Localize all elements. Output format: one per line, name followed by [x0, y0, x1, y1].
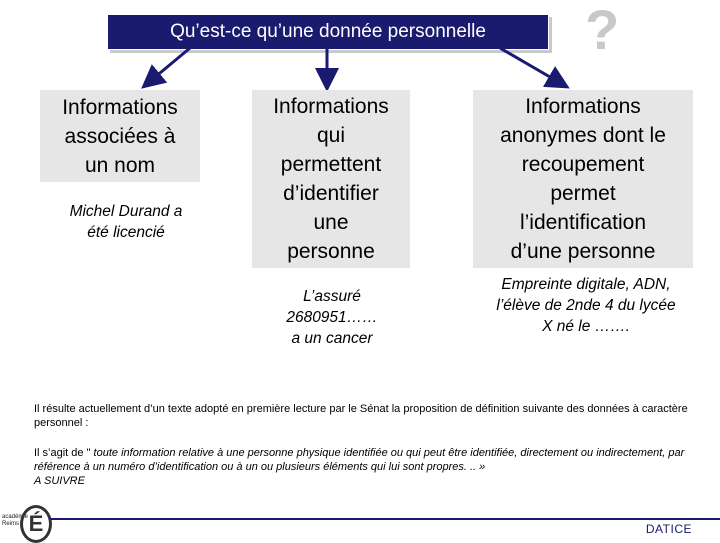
definition-quote [34, 446, 694, 488]
example-line: a un cancer [291, 330, 373, 347]
definition-intro: Il résulte actuellement d’un texte adopté en première lecture par le Sénat la proposition de définition suivante des données à caractère personnel : [34, 403, 688, 429]
example-line: L’assuré [303, 288, 361, 305]
example-line: X né le ……. [542, 318, 630, 335]
example-line: 2680951…… [286, 309, 378, 326]
example-line: été licencié [87, 224, 165, 241]
arrow-right [500, 48, 562, 84]
quote-tail: A SUIVRE [34, 475, 85, 487]
academie-logo-icon: É [20, 505, 52, 543]
arrows [0, 0, 720, 90]
box-line: un nom [84, 153, 156, 177]
box-line: permettent [280, 153, 382, 176]
example-anonymous [475, 274, 697, 337]
box-line: permet [550, 182, 616, 205]
diagram-title-text: Qu’est-ce qu’une donnée personnelle [170, 21, 486, 42]
box-line: Informations [525, 95, 641, 118]
box-line: qui [316, 124, 346, 147]
quote-body: toute information relative à une personne physique identifiée ou qui peut être identifiée, directement ou indirectement, par référence à un numéro d’identification ou à un ou plusieurs éléments qui lui sont propres. .. » [34, 447, 685, 473]
category-box-anonymous [473, 90, 693, 268]
logo-line: Reims [2, 521, 20, 527]
category-box-named [40, 90, 200, 182]
box-line: d’identifier [283, 182, 379, 205]
box-line: d’une personne [510, 240, 656, 263]
category-box-identifying [252, 90, 410, 268]
question-mark-icon: ? [585, 0, 620, 61]
footer-label: DATICE [645, 522, 692, 536]
example-line: Empreinte digitale, ADN, [501, 276, 671, 293]
box-line: Informations [273, 95, 389, 118]
box-line: l’identification [519, 211, 647, 234]
footer-divider [50, 518, 720, 520]
logo-line: académie [2, 514, 29, 520]
box-line: une [313, 211, 349, 234]
box-line: associées à [64, 124, 176, 148]
example-identifying [262, 286, 402, 349]
box-line: Informations [62, 95, 178, 119]
box-line: anonymes dont le [500, 124, 666, 147]
arrow-left [148, 48, 190, 83]
box-line: recoupement [521, 153, 645, 176]
example-line: l’élève de 2nde 4 du lycée [496, 297, 676, 314]
quote-lead: Il s’agit de " [34, 447, 91, 459]
example-named [46, 201, 206, 243]
example-line: Michel Durand a [69, 203, 183, 220]
box-line: personne [287, 240, 375, 263]
